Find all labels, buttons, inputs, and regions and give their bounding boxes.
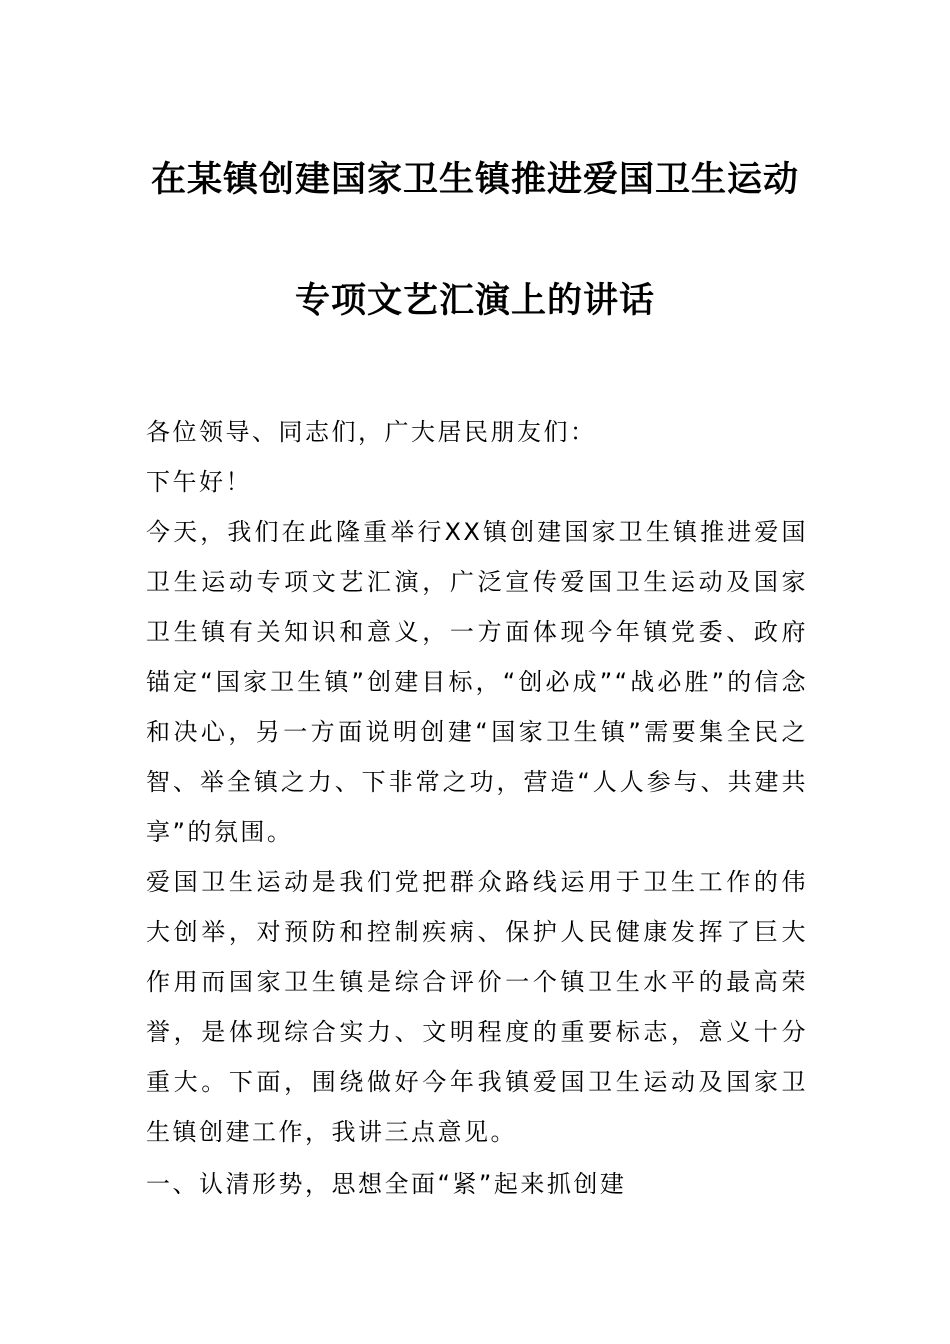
salutation: 各位领导、同志们，广大居民朋友们： [146, 418, 597, 446]
document-body [146, 407, 808, 1209]
paragraph-1: 今天，我们在此隆重举行XX镇创建国家卫生镇推进爱国卫生运动专项文艺汇演，广泛宣传爱国卫生运动及国家卫生镇有关知识和意义，一方面体现今年镇党委、政府锚定“国家卫生镇”创建目标，“创必成”“战必胜”的信念和决心，另一方面说明创建“国家卫生镇”需要集全民之智、举全镇之力、下非常之功，营造“人人参与、共建共享”的氛围。 [146, 518, 808, 846]
greeting: 下午好！ [146, 468, 252, 496]
paragraph-2: 爱国卫生运动是我们党把群众路线运用于卫生工作的伟大创举，对预防和控制疾病、保护人民健康发挥了巨大作用而国家卫生镇是综合评价一个镇卫生水平的最高荣誉，是体现综合实力、文明程度的重要标志，意义十分重大。下面，围绕做好今年我镇爱国卫生运动及国家卫生镇创建工作，我讲三点意见。 [146, 868, 808, 1146]
section-heading-1: 一、认清形势，思想全面“紧”起来抓创建 [146, 1170, 627, 1198]
document-title-line-2: 专项文艺汇演上的讲话 [294, 280, 655, 321]
document-title-line-1: 在某镇创建国家卫生镇推进爱国卫生运动 [150, 159, 799, 200]
